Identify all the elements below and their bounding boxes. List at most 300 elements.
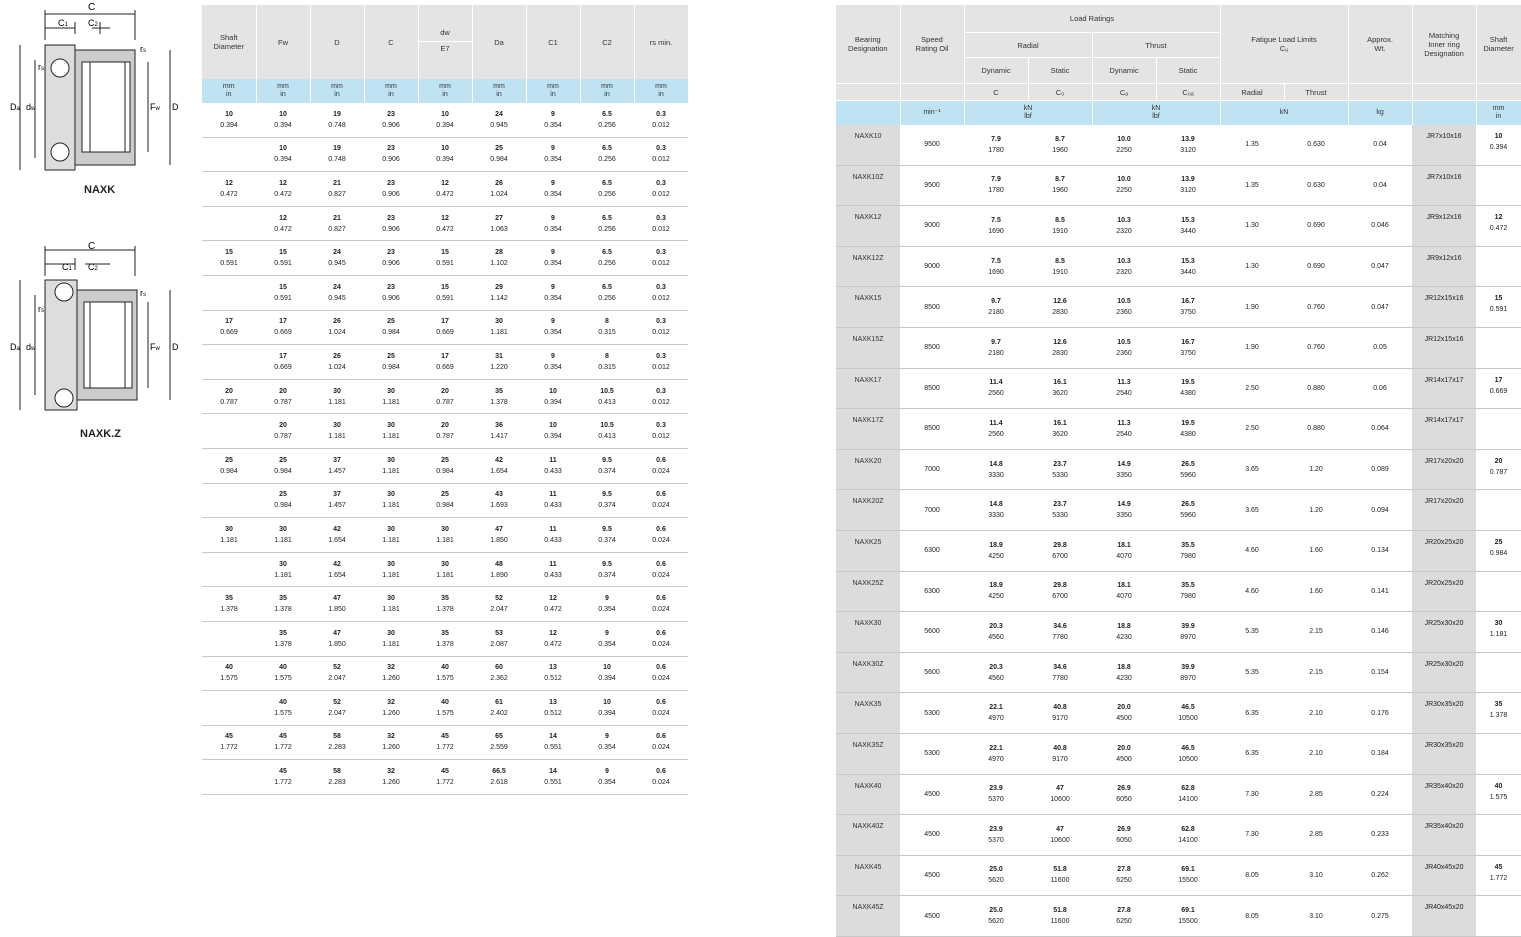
cell-dw-mm: 30: [441, 525, 449, 533]
cell-da-in: 0.945: [490, 121, 508, 129]
cell-thrust-dynamic-in: 2320: [1116, 268, 1132, 276]
cell-bearing-designation: NAXK35: [836, 693, 900, 734]
cell-shaft-diameter: [202, 275, 256, 310]
cell-c-mm: 25: [387, 352, 395, 360]
cell-shaft-diameter-mm: 15: [225, 249, 233, 257]
cell-da-in: 1.063: [490, 225, 508, 233]
cell-dw: [418, 448, 472, 483]
cell-radial-dynamic-in: 4970: [988, 715, 1004, 723]
cell-speed-rating: 6300: [900, 571, 964, 612]
cell-c1-mm: 14: [549, 768, 557, 776]
cell-da: [472, 760, 526, 795]
cell-thrust-dynamic-in: 2540: [1116, 390, 1132, 398]
cell-fw: [256, 241, 310, 276]
cell-da-in: 2.559: [490, 744, 508, 752]
cell-c1-in: 0.512: [544, 709, 562, 717]
cell-radial-static: [1028, 693, 1092, 734]
cell-dw-mm: 45: [441, 733, 449, 741]
cell-fw-mm: 40: [279, 664, 287, 672]
cell-dw: [418, 206, 472, 241]
cell-speed-rating: 5600: [900, 652, 964, 693]
cell-radial-dynamic-in: 4250: [988, 593, 1004, 601]
col-shaft-diameter: Shaft Diameter: [1476, 5, 1521, 84]
cell-shaft-diameter-in: 0.787: [220, 398, 238, 406]
cell-fw: [256, 379, 310, 414]
dim-c1-label: C1: [62, 262, 72, 272]
cell-shaft-diameter: [202, 310, 256, 345]
cell-c: [364, 172, 418, 207]
cell-c1: [526, 241, 580, 276]
cell-thrust-dynamic-mm: 18.8: [1117, 663, 1131, 671]
cell-d-in: 0.827: [328, 190, 346, 198]
cell-c-mm: 30: [387, 491, 395, 499]
cell-shaft-diameter-mm: 20: [1494, 457, 1503, 465]
cell-fw-in: 0.591: [274, 294, 292, 302]
cell-c-mm: 30: [387, 525, 395, 533]
cell-dw: [418, 345, 472, 380]
cell-thrust-dynamic-in: 3350: [1116, 471, 1132, 479]
cell-dw-mm: 10: [441, 110, 449, 118]
cell-speed-rating: 7000: [900, 490, 964, 531]
cell-dw-in: 0.984: [436, 467, 454, 475]
cell-radial-static: [1028, 165, 1092, 206]
cell-radial-dynamic: [964, 165, 1028, 206]
dim-d-label: D: [172, 342, 179, 352]
cell-matching-inner-ring: JR9x12x16: [1412, 206, 1476, 247]
cell-c1: [526, 691, 580, 726]
cell-shaft-diameter: [1476, 368, 1521, 409]
cell-thrust-dynamic-mm: 26.9: [1117, 825, 1131, 833]
cell-radial-static-in: 1910: [1052, 227, 1068, 235]
cell-rs-min-in: 0.024: [652, 709, 670, 717]
cell-radial-dynamic-mm: 7.9: [991, 135, 1001, 143]
col-dw-tolerance: E7: [419, 41, 472, 56]
cell-c1-mm: 10: [549, 387, 557, 395]
cell-thrust-dynamic-mm: 27.8: [1117, 907, 1131, 915]
cell-c1-mm: 13: [549, 698, 557, 706]
cell-radial-dynamic: [964, 571, 1028, 612]
table-row: [202, 379, 688, 414]
cell-speed-rating: 8500: [900, 327, 964, 368]
cell-radial-static-mm: 16.1: [1053, 379, 1067, 387]
cell-thrust-dynamic-mm: 27.8: [1117, 866, 1131, 874]
cell-c2: [580, 172, 634, 207]
cell-c-in: 1.260: [382, 675, 400, 683]
cell-c: [364, 275, 418, 310]
cell-fw-mm: 20: [279, 387, 287, 395]
cell-shaft-diameter-in: 0.472: [220, 190, 238, 198]
cell-fatigue-thrust: 0.630: [1284, 125, 1348, 165]
cell-radial-dynamic: [964, 774, 1028, 815]
cell-approx-weight: 0.154: [1348, 652, 1412, 693]
cell-d-in: 2.047: [328, 675, 346, 683]
cell-matching-inner-ring: JR35x40x20: [1412, 774, 1476, 815]
dim-da-label: Da: [10, 102, 20, 112]
cell-shaft-diameter: [1476, 165, 1521, 206]
cell-d: [310, 760, 364, 795]
cell-radial-dynamic: [964, 368, 1028, 409]
cell-thrust-dynamic-in: 4230: [1116, 633, 1132, 641]
dim-rs-left-label: rs: [38, 304, 44, 314]
cell-thrust-static-in: 5960: [1180, 512, 1196, 520]
cell-radial-static-mm: 29.8: [1053, 541, 1067, 549]
cell-c-mm: 30: [387, 560, 395, 568]
cell-fatigue-thrust: 1.20: [1284, 449, 1348, 490]
table-row: [202, 448, 688, 483]
cell-thrust-dynamic-mm: 26.9: [1117, 785, 1131, 793]
cell-radial-dynamic: [964, 855, 1028, 896]
cell-radial-static-mm: 40.8: [1053, 704, 1067, 712]
cell-d: [310, 587, 364, 622]
cell-c1: [526, 656, 580, 691]
cell-fw-in: 1.575: [274, 675, 292, 683]
cell-c1: [526, 103, 580, 137]
cell-c1-mm: 12: [549, 629, 557, 637]
cell-c: [364, 760, 418, 795]
cell-radial-static-mm: 8.5: [1055, 216, 1065, 224]
cell-d: [310, 206, 364, 241]
col-matching-inner-ring: Matching Inner ring Designation: [1412, 5, 1476, 84]
cell-c2-in: 0.256: [598, 121, 616, 129]
cell-rs-min-mm: 0.3: [656, 110, 666, 118]
table-row: [202, 691, 688, 726]
cell-c: [364, 137, 418, 172]
cell-c1-mm: 14: [549, 733, 557, 741]
cell-shaft-diameter-mm: 25: [1494, 538, 1503, 546]
cell-fw: [256, 483, 310, 518]
cell-d-in: 1.654: [328, 536, 346, 544]
cell-c2-mm: 9.5: [602, 456, 612, 464]
cell-da-in: 1.142: [490, 294, 508, 302]
cell-fatigue-radial: 8.05: [1220, 855, 1284, 896]
cell-c2-in: 0.413: [598, 433, 616, 441]
cell-d-in: 2.283: [328, 779, 346, 787]
cell-rs-min-in: 0.012: [652, 121, 670, 129]
cell-fw-in: 0.591: [274, 260, 292, 268]
cell-thrust-static: [1156, 206, 1220, 247]
cell-fatigue-thrust: 1.60: [1284, 530, 1348, 571]
cell-c1-mm: 13: [549, 664, 557, 672]
cell-radial-static-in: 10600: [1050, 796, 1070, 804]
cell-fatigue-radial: 4.60: [1220, 571, 1284, 612]
col-d: D: [310, 5, 364, 79]
cell-da-in: 2.402: [490, 709, 508, 717]
cell-fatigue-radial: 1.30: [1220, 206, 1284, 247]
cell-thrust-static-mm: 16.7: [1181, 298, 1195, 306]
cell-d-mm: 24: [333, 249, 341, 257]
cell-fw-mm: 25: [279, 456, 287, 464]
cell-da: [472, 483, 526, 518]
cell-radial-static: [1028, 530, 1092, 571]
cell-da-mm: 48: [495, 560, 503, 568]
cell-c-in: 0.906: [382, 294, 400, 302]
cell-thrust-static-in: 5960: [1180, 471, 1196, 479]
cell-c-mm: 23: [387, 110, 395, 118]
cell-fw-mm: 35: [279, 595, 287, 603]
cell-radial-dynamic: [964, 246, 1028, 287]
load-header-row-4: [836, 84, 1521, 101]
cell-rs-min-in: 0.012: [652, 329, 670, 337]
cell-da-in: 1.378: [490, 398, 508, 406]
cell-c2-mm: 6.5: [602, 283, 612, 291]
cell-fw-in: 0.984: [274, 467, 292, 475]
cell-d: [310, 345, 364, 380]
cell-c1-in: 0.433: [544, 571, 562, 579]
cell-approx-weight: 0.089: [1348, 449, 1412, 490]
dim-fw-label: Fw: [150, 342, 160, 352]
cell-fw-mm: 15: [279, 249, 287, 257]
cell-radial-static-in: 9170: [1052, 715, 1068, 723]
dim-c1-label: C1: [58, 18, 68, 28]
cell-radial-static-in: 7780: [1052, 674, 1068, 682]
cell-d-mm: 30: [333, 422, 341, 430]
cell-c: [364, 483, 418, 518]
table-row: [202, 414, 688, 449]
cell-dw-mm: 45: [441, 768, 449, 776]
cell-dw-mm: 25: [441, 456, 449, 464]
cell-thrust-dynamic-in: 6250: [1116, 918, 1132, 926]
cell-d: [310, 241, 364, 276]
unit-shaft: mm in: [1476, 101, 1521, 126]
cell-c1-in: 0.354: [544, 294, 562, 302]
cell-shaft-diameter: [202, 103, 256, 137]
table-row: [202, 103, 688, 137]
cell-radial-dynamic: [964, 693, 1028, 734]
cell-d-in: 2.283: [328, 744, 346, 752]
cell-rs-min-mm: 0.6: [656, 664, 666, 672]
cell-thrust-static-mm: 19.5: [1181, 379, 1195, 387]
col-shaft-diameter: Shaft Diameter: [202, 5, 256, 79]
cell-da-in: 1.220: [490, 363, 508, 371]
cell-d: [310, 552, 364, 587]
cell-d-mm: 24: [333, 283, 341, 291]
cell-rs-min: [634, 241, 688, 276]
cell-c-mm: 32: [387, 768, 395, 776]
cell-fatigue-radial: 6.35: [1220, 733, 1284, 774]
cell-thrust-dynamic-in: 6050: [1116, 836, 1132, 844]
cell-thrust-static-mm: 13.9: [1181, 176, 1195, 184]
cell-fw: [256, 760, 310, 795]
cell-radial-static: [1028, 733, 1092, 774]
cell-radial-static-in: 5330: [1052, 471, 1068, 479]
cell-radial-static: [1028, 490, 1092, 531]
cell-matching-inner-ring: JR14x17x17: [1412, 409, 1476, 450]
cell-c2-in: 0.354: [598, 606, 616, 614]
cell-thrust-static: [1156, 815, 1220, 856]
cell-dw: [418, 137, 472, 172]
cell-dw: [418, 310, 472, 345]
cell-c: [364, 691, 418, 726]
table-row: [202, 656, 688, 691]
cell-rs-min-mm: 0.6: [656, 491, 666, 499]
cell-dw-in: 0.394: [436, 156, 454, 164]
col-c0-symbol: C₀: [1028, 84, 1092, 101]
cell-thrust-dynamic-mm: 10.5: [1117, 298, 1131, 306]
cell-d: [310, 483, 364, 518]
cell-rs-min-mm: 0.3: [656, 283, 666, 291]
cell-thrust-dynamic: [1092, 693, 1156, 734]
cell-rs-min-mm: 0.3: [656, 179, 666, 187]
cell-d: [310, 656, 364, 691]
cell-radial-static-in: 11600: [1050, 877, 1070, 885]
col-fw: Fw: [256, 5, 310, 79]
cell-thrust-dynamic: [1092, 774, 1156, 815]
cell-radial-static-in: 9170: [1052, 755, 1068, 763]
cell-radial-static-mm: 23.7: [1053, 501, 1067, 509]
cell-d: [310, 379, 364, 414]
cell-fw-in: 0.984: [274, 502, 292, 510]
cell-matching-inner-ring: JR30x35x20: [1412, 733, 1476, 774]
cell-da-mm: 29: [495, 283, 503, 291]
cell-radial-static-mm: 16.1: [1053, 419, 1067, 427]
cell-fatigue-thrust: 2.85: [1284, 774, 1348, 815]
dim-fw-label: Fw: [150, 102, 160, 112]
cell-rs-min-in: 0.024: [652, 640, 670, 648]
cell-fw-mm: 20: [279, 422, 287, 430]
cell-radial-dynamic-in: 5370: [988, 796, 1004, 804]
cell-c: [364, 518, 418, 553]
cell-thrust-static-mm: 46.5: [1181, 744, 1195, 752]
col-bearing-blank: [836, 84, 900, 101]
cell-shaft-diameter: [1476, 896, 1521, 937]
cell-radial-dynamic-mm: 20.3: [989, 622, 1003, 630]
cell-da: [472, 275, 526, 310]
cell-thrust-dynamic-mm: 11.3: [1117, 379, 1131, 387]
cell-rs-min: [634, 518, 688, 553]
cell-c1: [526, 518, 580, 553]
cell-fw: [256, 310, 310, 345]
cell-radial-static: [1028, 409, 1092, 450]
cell-shaft-diameter: [202, 345, 256, 380]
cell-c1-in: 0.354: [544, 121, 562, 129]
cell-shaft-diameter-in: 1.378: [1489, 712, 1508, 720]
cell-matching-inner-ring: JR14x17x17: [1412, 368, 1476, 409]
cell-bearing-designation: NAXK20Z: [836, 490, 900, 531]
unit-thrust: kN lbf: [1092, 101, 1220, 126]
cell-shaft-diameter: [202, 448, 256, 483]
cell-c: [364, 345, 418, 380]
cell-fw-mm: 45: [279, 768, 287, 776]
cell-c2: [580, 414, 634, 449]
cell-d-mm: 30: [333, 387, 341, 395]
cell-rs-min-mm: 0.6: [656, 629, 666, 637]
cell-rs-min: [634, 310, 688, 345]
cell-speed-rating: 9000: [900, 246, 964, 287]
table-row: [202, 587, 688, 622]
cell-d-in: 0.827: [328, 225, 346, 233]
dim-dw-label: dw: [26, 342, 36, 352]
cell-speed-rating: 5600: [900, 612, 964, 653]
cell-fw: [256, 103, 310, 137]
cell-c1: [526, 621, 580, 656]
cell-fw-mm: 12: [279, 179, 287, 187]
cell-radial-static-in: 1960: [1052, 146, 1068, 154]
cell-dw: [418, 103, 472, 137]
cell-radial-static-mm: 47: [1056, 825, 1064, 833]
cell-c-in: 0.906: [382, 121, 400, 129]
cell-c-in: 1.181: [382, 502, 400, 510]
cell-rs-min: [634, 448, 688, 483]
cell-rs-min-in: 0.024: [652, 744, 670, 752]
cell-c1: [526, 206, 580, 241]
cell-bearing-designation: NAXK17: [836, 368, 900, 409]
cell-thrust-static: [1156, 733, 1220, 774]
cell-thrust-static: [1156, 612, 1220, 653]
table-row: [836, 815, 1521, 856]
cell-bearing-designation: NAXK12Z: [836, 246, 900, 287]
cell-shaft-diameter-mm: 25: [225, 456, 233, 464]
cell-thrust-dynamic-in: 4500: [1116, 715, 1132, 723]
cell-thrust-static-in: 8970: [1180, 633, 1196, 641]
cell-radial-static-in: 1960: [1052, 187, 1068, 195]
cell-c2-in: 0.354: [598, 779, 616, 787]
cell-da: [472, 172, 526, 207]
cell-shaft-diameter-in: 0.472: [1489, 225, 1508, 233]
cell-shaft-diameter: [202, 587, 256, 622]
col-fatigue-load-limits: Fatigue Load Limits Cᵤ: [1220, 5, 1348, 84]
cell-thrust-dynamic: [1092, 165, 1156, 206]
cell-shaft-diameter-mm: 30: [1494, 620, 1503, 628]
cell-da-mm: 61: [495, 698, 503, 706]
col-fatigue-thrust: Thrust: [1284, 84, 1348, 101]
cell-c1-in: 0.354: [544, 190, 562, 198]
cell-radial-static-mm: 40.8: [1053, 744, 1067, 752]
cell-fatigue-thrust: 3.10: [1284, 896, 1348, 937]
cell-radial-static-in: 3620: [1052, 430, 1068, 438]
cell-thrust-static: [1156, 896, 1220, 937]
cell-fatigue-radial: 1.90: [1220, 327, 1284, 368]
cell-c2: [580, 448, 634, 483]
cell-rs-min: [634, 725, 688, 760]
cell-radial-dynamic-in: 4560: [988, 633, 1004, 641]
cell-shaft-diameter: [1476, 612, 1521, 653]
cell-rs-min: [634, 206, 688, 241]
cell-c: [364, 448, 418, 483]
cell-c2-mm: 8: [605, 318, 609, 326]
cell-fatigue-thrust: 1.60: [1284, 571, 1348, 612]
cell-c1-in: 0.472: [544, 640, 562, 648]
cell-radial-static-in: 11600: [1050, 918, 1070, 926]
cell-d-in: 1.457: [328, 502, 346, 510]
cell-c-in: 1.181: [382, 640, 400, 648]
cell-shaft-diameter-mm: 35: [225, 595, 233, 603]
cell-c: [364, 379, 418, 414]
cell-shaft-diameter: [1476, 855, 1521, 896]
cell-d-mm: 52: [333, 698, 341, 706]
cell-c1: [526, 725, 580, 760]
cell-speed-rating: 6300: [900, 530, 964, 571]
cell-fatigue-thrust: 2.10: [1284, 733, 1348, 774]
cell-thrust-dynamic: [1092, 287, 1156, 328]
cell-radial-static-mm: 51.8: [1053, 866, 1067, 874]
dim-c-label: C: [88, 2, 96, 13]
cell-radial-dynamic-mm: 7.5: [991, 257, 1001, 265]
cell-matching-inner-ring: JR40x45x20: [1412, 896, 1476, 937]
cell-approx-weight: 0.04: [1348, 165, 1412, 206]
cell-c1-in: 0.433: [544, 536, 562, 544]
cell-rs-min-mm: 0.3: [656, 422, 666, 430]
cell-d: [310, 414, 364, 449]
cell-thrust-static-mm: 16.7: [1181, 338, 1195, 346]
cell-c2: [580, 760, 634, 795]
unit-cell: mm in: [310, 79, 364, 103]
cell-c1-in: 0.512: [544, 675, 562, 683]
cell-matching-inner-ring: JR30x35x20: [1412, 693, 1476, 734]
cell-matching-inner-ring: JR20x25x20: [1412, 530, 1476, 571]
cell-dw: [418, 691, 472, 726]
col-approx-weight: Approx. Wt.: [1348, 5, 1412, 84]
cell-dw-in: 0.787: [436, 398, 454, 406]
